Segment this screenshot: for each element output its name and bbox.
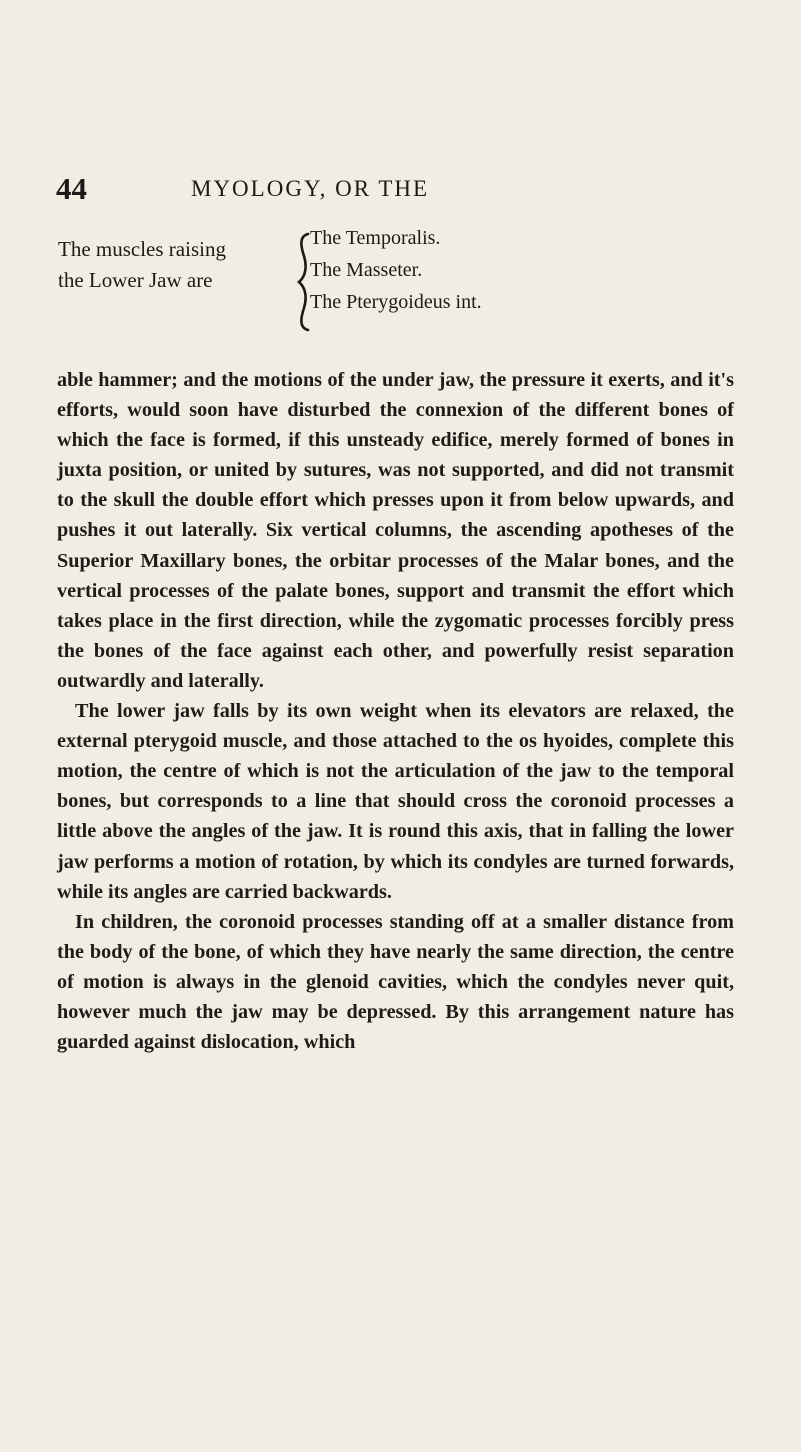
body-text — [57, 365, 734, 1057]
paragraph-3: In children, the coronoid processes standing off at a smaller distance from the body of the bone, of which they have nearly the same direction, the centre of motion is always in the glenoid cavities, which the condyles never quit, however much the jaw may be depressed. By this arrangement nature has guarded against dislocation, which — [57, 910, 734, 1054]
running-head — [56, 172, 716, 206]
lead-line-2: the Lower Jaw are — [58, 268, 213, 292]
running-title: MYOLOGY, OR THE — [191, 176, 430, 201]
lead-line-1: The muscles raising — [58, 237, 226, 261]
paragraph-2: The lower jaw falls by its own weight when its elevators are relaxed, the external pterygoid muscle, and those attached to the os hyoides, complete this motion, the centre of which is not the articulation of the jaw to the temporal bones, but corresponds to a line that should cross the coronoid processes a little above the angles of the jaw. It is round this axis, that in falling the lower jaw performs a motion of rotation, by which its condyles are turned forwards, while its angles are carried backwards. — [57, 700, 734, 903]
muscle-list — [310, 222, 482, 318]
muscle-item-masseter: The Masseter. — [310, 259, 423, 281]
muscle-item-temporalis: The Temporalis. — [310, 227, 441, 249]
muscle-item-pterygoideus: The Pterygoideus int. — [310, 291, 482, 313]
page-number: 44 — [56, 171, 87, 206]
muscles-table-lead — [58, 234, 288, 296]
paragraph-1: able hammer; and the motions of the under jaw, the pressure it exerts, and it's efforts, would soon have disturbed the connexion of the different bones of which the face is formed, if this unsteady edifice, merely formed of bones in juxta position, or united by sutures, was not supported, and did not transmit to the skull the double effort which presses upon it from below upwards, and pushes it out laterally. Six vertical columns, the ascending apotheses of the Superior Maxillary bones, the orbitar processes of the Malar bones, and the vertical processes of the palate bones, support and transmit the effort which takes place in the first direction, while the zygomatic processes forcibly press the bones of the face against each other, and powerfully resist separation outwardly and laterally. — [57, 369, 734, 692]
muscles-table — [58, 227, 698, 352]
